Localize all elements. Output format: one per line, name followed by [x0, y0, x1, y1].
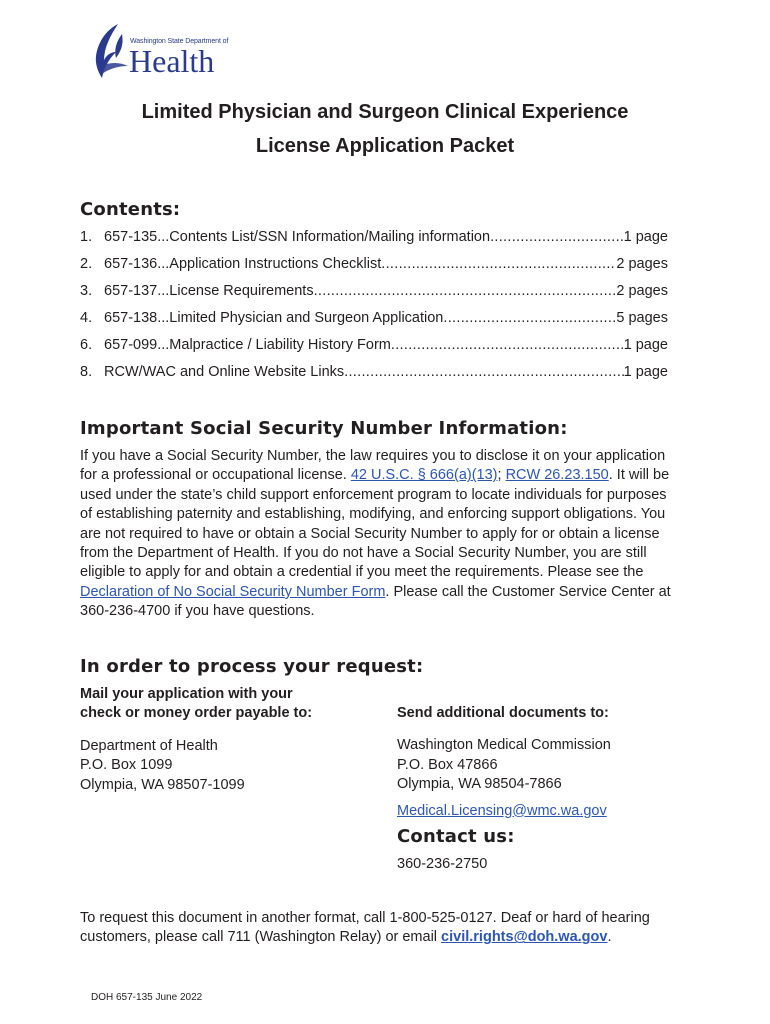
item-pages: 2 pages	[616, 283, 668, 299]
item-pages: 1 page	[623, 337, 668, 353]
ssn-text-3: . Please call the Customer Service Center at 360-236-4700 if you have questions.	[80, 583, 671, 620]
contents-list	[80, 229, 668, 391]
form-id: DOH 657-135 June 2022	[91, 992, 203, 1003]
dot-leader	[344, 364, 624, 380]
dot-leader	[490, 229, 624, 245]
wa-state-icon	[92, 22, 132, 80]
ssn-heading: Important Social Security Number Information:	[80, 418, 568, 439]
doh-logo	[92, 22, 229, 82]
dot-leader	[314, 283, 617, 299]
contents-heading: Contents:	[80, 199, 181, 220]
ssn-paragraph	[80, 447, 680, 622]
medical-licensing-email-link[interactable]: Medical.Licensing@wmc.wa.gov	[397, 802, 607, 819]
contents-item	[80, 337, 668, 364]
item-title: 657-135...Contents List/SSN Information/Mailing information	[104, 229, 491, 245]
item-title: 657-138...Limited Physician and Surgeon Application	[104, 310, 444, 326]
item-title: RCW/WAC and Online Website Links	[104, 364, 345, 380]
ssn-text-1: If you have a Social Security Number, the law requires you to disclose it on your application for a professional or occupational license.	[80, 448, 666, 484]
ssn-text-2: . It will be used under the state’s child support enforcement program to locate individuals for purposes of establishing paternity and establishing, modifying, and enforcing support obligations. You are not required to have or obtain a Social Security Number to apply for or obtain a license from the Department of Health. If you do not have a Social Security Number, you are still eligible to apply for and obtain a credential if you meet the requirements. Please see the	[80, 467, 670, 581]
item-number: 8.	[80, 364, 93, 380]
accessibility-text: To request this document in another format, call 1-800-525-0127. Deaf or hard of hearing customers, please call 711 (Washington Relay) or email	[80, 910, 650, 946]
item-number: 6.	[80, 337, 93, 353]
send-heading: Send additional documents to:	[397, 705, 609, 721]
contents-item	[80, 229, 668, 256]
mail-heading-line2: check or money order payable to:	[80, 705, 313, 722]
contact-heading: Contact us:	[397, 826, 515, 847]
mail-line: Olympia, WA 98507-1099	[80, 776, 245, 793]
usc-link[interactable]: 42 U.S.C. § 666(a)(13)	[350, 467, 498, 484]
item-title: 657-136...Application Instructions Checklist	[104, 256, 382, 272]
accessibility-period: .	[607, 929, 612, 946]
send-line: Olympia, WA 98504-7866	[397, 776, 562, 793]
dot-leader	[443, 310, 616, 326]
document-title-line1: Limited Physician and Surgeon Clinical Experience	[141, 101, 629, 123]
send-documents-block	[397, 704, 611, 821]
logo-health-text: Health	[129, 43, 215, 79]
contents-item	[80, 310, 668, 337]
send-line: Washington Medical Commission	[397, 737, 611, 754]
rcw-link[interactable]: RCW 26.23.150	[505, 467, 609, 484]
mail-address-block	[80, 685, 312, 795]
item-pages: 1 page	[623, 229, 668, 245]
item-pages: 1 page	[623, 364, 668, 380]
contents-item	[80, 364, 668, 391]
civil-rights-email-link[interactable]: civil.rights@doh.wa.gov	[441, 929, 608, 946]
item-title: 657-137...License Requirements	[104, 283, 314, 299]
send-line: P.O. Box 47866	[397, 756, 498, 773]
dot-leader	[381, 256, 616, 272]
item-number: 3.	[80, 283, 93, 299]
contact-phone: 360-236-2750	[397, 856, 488, 872]
accessibility-paragraph	[80, 909, 650, 948]
item-title: 657-099...Malpractice / Liability History Form	[104, 337, 391, 353]
process-heading: In order to process your request:	[80, 656, 424, 677]
item-number: 4.	[80, 310, 93, 326]
mail-line: Department of Health	[80, 737, 218, 754]
contents-item	[80, 256, 668, 283]
item-number: 2.	[80, 256, 93, 272]
mail-heading-line1: Mail your application with your	[80, 686, 293, 702]
item-pages: 5 pages	[616, 310, 668, 326]
logo-department-text: Washington State Department of	[130, 38, 229, 45]
contents-item	[80, 283, 668, 310]
ssn-separator: ;	[497, 467, 506, 484]
no-ssn-declaration-link[interactable]: Declaration of No Social Security Number Form	[80, 583, 386, 600]
item-pages: 2 pages	[616, 256, 668, 272]
item-number: 1.	[80, 229, 93, 245]
mail-line: P.O. Box 1099	[80, 757, 173, 774]
dot-leader	[391, 337, 624, 353]
document-title-line2: License Application Packet	[255, 135, 515, 157]
